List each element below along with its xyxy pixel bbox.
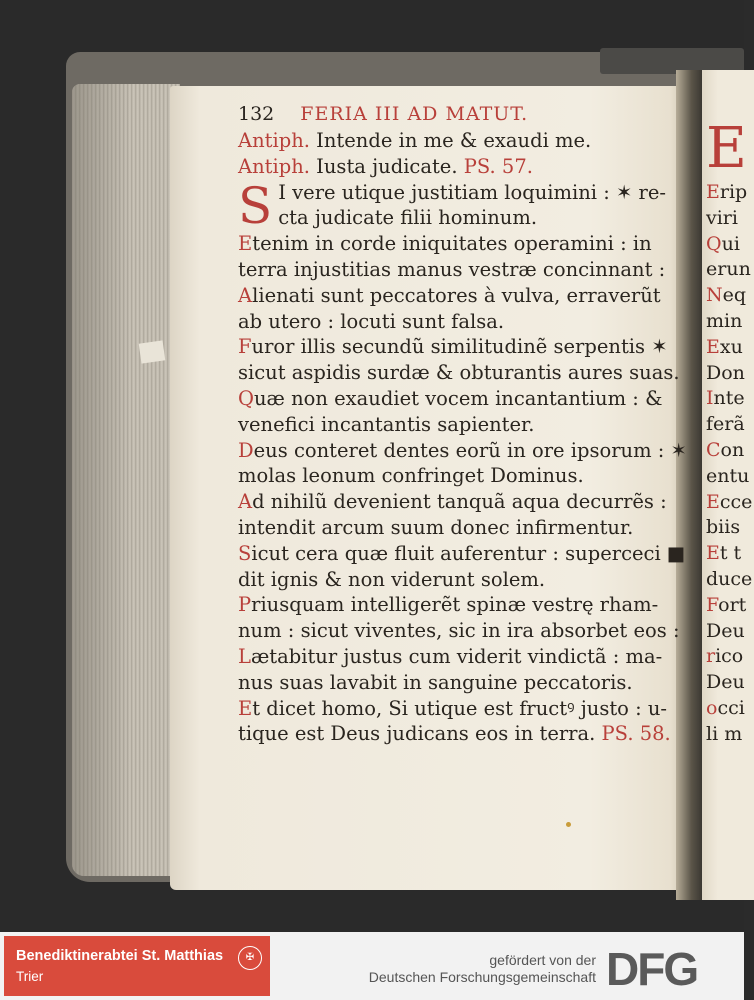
verse-initial: Q bbox=[238, 386, 254, 410]
verse-initial: P bbox=[238, 593, 252, 617]
verse-line bbox=[238, 438, 687, 464]
verse-initial: E bbox=[238, 696, 253, 720]
verse-text: d nihilũ devenient tanquã aqua decurrẽs : bbox=[252, 490, 667, 514]
verse bbox=[238, 592, 683, 644]
verse-text: num : sicut viventes, sic in ira absorbet eos : bbox=[238, 619, 680, 643]
verse-line bbox=[238, 592, 683, 618]
verse-initial: D bbox=[238, 438, 254, 462]
page-title: FERIA III AD MATUT. bbox=[300, 103, 529, 125]
right-page-fragment: Et t bbox=[706, 542, 742, 565]
verse bbox=[238, 696, 683, 748]
institution-badge[interactable] bbox=[4, 936, 270, 996]
right-page-fragment: Fort bbox=[706, 593, 747, 616]
verse-initial: F bbox=[238, 335, 252, 359]
verse-text: t dicet homo, Si utique est fructꝰ justo : u- bbox=[252, 696, 668, 720]
verse-line: I vere utique justitiam loquimini : ✶ re- bbox=[278, 180, 666, 204]
gold-mark bbox=[566, 822, 571, 827]
page-tab-marker bbox=[139, 340, 166, 363]
verse-text: intendit arcum suum donec infirmentur. bbox=[238, 515, 634, 539]
antiphon-text: Iusta judicate. bbox=[316, 154, 458, 178]
verse-line bbox=[238, 670, 683, 696]
verse-line bbox=[238, 567, 683, 593]
right-page-fragment: Deu bbox=[706, 619, 745, 642]
verse-text: sicut aspidis surdæ & obturantis aures suas. bbox=[238, 361, 680, 385]
verse bbox=[238, 644, 683, 696]
verse-line bbox=[238, 257, 683, 283]
verse-text: icut cera quæ fluit auferentur : superceci ■ bbox=[251, 541, 686, 565]
verse-line bbox=[238, 541, 686, 567]
verse-text: ætabitur justus cum viderit vindictã : ma- bbox=[250, 644, 663, 668]
verse bbox=[238, 231, 683, 283]
right-page-fragment: Deu bbox=[706, 671, 745, 694]
verse-initial: A bbox=[238, 283, 253, 307]
verse-line bbox=[238, 231, 683, 257]
verse-line bbox=[238, 463, 683, 489]
right-page-fragment: Exu bbox=[706, 335, 743, 358]
verse-text: uror illis secundũ similitudinẽ serpentis ✶ bbox=[251, 335, 668, 359]
verse-line bbox=[238, 644, 683, 670]
right-page-fragment: biis bbox=[706, 516, 741, 539]
institution-city: Trier bbox=[16, 969, 44, 984]
verse-line bbox=[238, 489, 683, 515]
psalm-number: PS. 58. bbox=[601, 722, 671, 746]
verse-line bbox=[238, 386, 683, 412]
right-page-fragment: E bbox=[706, 116, 747, 181]
right-page-fragment: ferã bbox=[706, 413, 745, 436]
verse-text: nus suas lavabit in sanguine peccatoris. bbox=[238, 670, 633, 694]
right-page-fragment: Erip bbox=[706, 181, 748, 203]
fragment-initial: E bbox=[706, 490, 720, 513]
verse-initial: E bbox=[238, 232, 253, 256]
verse-initial: A bbox=[238, 490, 253, 514]
verse-text: tenim in corde iniquitates operamini : in bbox=[252, 232, 652, 256]
right-page-fragment: Con bbox=[706, 438, 745, 461]
antiphon-text: Intende in me & exaudi me. bbox=[316, 129, 592, 152]
verse-text: terra injustitias manus vestræ concinnant : bbox=[238, 257, 666, 281]
right-page-fragment: Neq bbox=[706, 284, 747, 307]
verse-initial: L bbox=[238, 644, 251, 668]
fragment-initial: Q bbox=[706, 232, 722, 255]
right-page-fragment: Qui bbox=[706, 232, 740, 255]
right-page-fragment: Don bbox=[706, 361, 745, 384]
verse-line: cta judicate filii hominum. bbox=[278, 206, 538, 230]
antiphons bbox=[238, 128, 683, 180]
verse-line bbox=[238, 618, 683, 644]
verse bbox=[238, 541, 686, 593]
verse-line bbox=[238, 515, 683, 541]
right-page-fragment: viri bbox=[706, 206, 738, 229]
verse-text: eus conteret dentes eorũ in ore ipsorum : ✶ bbox=[253, 438, 687, 462]
fragment-initial: r bbox=[706, 645, 716, 668]
verse-initial: S bbox=[238, 541, 252, 565]
antiphon-line bbox=[238, 154, 683, 180]
funding-note bbox=[369, 952, 596, 986]
verse bbox=[238, 176, 683, 235]
verse bbox=[238, 334, 683, 386]
right-page-fragments bbox=[706, 116, 753, 748]
verse-text: uæ non exaudiet vocem incantantium : & bbox=[254, 386, 663, 410]
verse bbox=[238, 438, 687, 490]
verse-line bbox=[238, 283, 683, 309]
fragment-initial: E bbox=[706, 335, 720, 358]
right-page-fragment: li m bbox=[706, 722, 743, 745]
verse-line bbox=[238, 412, 683, 438]
verse-text: molas leonum confringet Dominus. bbox=[238, 464, 584, 488]
page-number: 132 bbox=[238, 103, 275, 125]
right-page-fragment: erun bbox=[706, 258, 751, 281]
verse-line bbox=[238, 696, 683, 722]
verse-line bbox=[238, 309, 683, 335]
psalm-number: PS. 57. bbox=[463, 154, 533, 178]
fragment-initial: o bbox=[706, 696, 718, 719]
fragment-initial: N bbox=[706, 284, 723, 307]
right-page-fragment: duce bbox=[706, 567, 753, 590]
verse bbox=[238, 283, 683, 335]
funding-line-2: Deutschen Forschungsgemeinschaft bbox=[368, 969, 596, 985]
right-page-fragment: min bbox=[706, 309, 743, 332]
fragment-initial: F bbox=[706, 593, 719, 616]
page-text bbox=[238, 102, 687, 747]
verse-text: ab utero : locuti sunt falsa. bbox=[238, 309, 505, 333]
funding-line-1: gefördert von der bbox=[489, 952, 596, 968]
antiphon-label: Antiph. bbox=[238, 154, 310, 178]
verse-line bbox=[238, 334, 683, 360]
fragment-initial: C bbox=[706, 438, 721, 461]
right-page-fragment: occi bbox=[706, 696, 745, 719]
right-page-fragment: Inte bbox=[706, 387, 745, 410]
verse-text: lienati sunt peccatores à vulva, erraverũt bbox=[252, 283, 661, 307]
verse-text: dit ignis & non viderunt solem. bbox=[238, 567, 546, 591]
fragment-initial: E bbox=[706, 181, 720, 203]
edge-shadow bbox=[72, 84, 132, 876]
antiphon-line bbox=[238, 128, 683, 154]
institution-name: Benediktinerabtei St. Matthias bbox=[16, 948, 224, 964]
verse-text: riusquam intelligerẽt spinæ vestrę rham- bbox=[251, 593, 659, 617]
verse-line bbox=[238, 721, 683, 747]
running-header bbox=[238, 102, 683, 128]
right-page-fragment: rico bbox=[706, 645, 744, 668]
dfg-logo[interactable]: DFG bbox=[606, 943, 698, 995]
verse bbox=[238, 386, 683, 438]
verse bbox=[238, 489, 683, 541]
right-page-fragment: entu bbox=[706, 464, 750, 487]
verse-text: tique est Deus judicans eos in terra. bbox=[238, 722, 596, 746]
drop-capital: S bbox=[238, 176, 273, 235]
psalm-verses bbox=[238, 176, 687, 748]
right-page-fragment: Ecce bbox=[706, 490, 753, 513]
verse-text: venefici incantantis sapienter. bbox=[238, 412, 535, 436]
fragment-initial: I bbox=[706, 387, 714, 410]
antiphon-label: Antiph. bbox=[238, 129, 310, 152]
fragment-initial: E bbox=[706, 542, 720, 565]
abbey-logo-icon: ✠ bbox=[238, 946, 262, 970]
verse-line bbox=[238, 360, 683, 386]
